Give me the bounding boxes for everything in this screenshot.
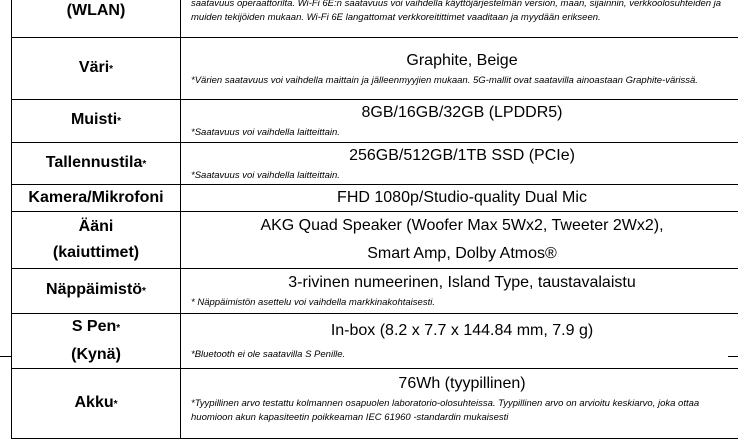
color-label-cell xyxy=(12,38,181,100)
camera-value-cell xyxy=(181,185,738,212)
battery-asterisk: * xyxy=(114,399,118,410)
camera-label-cell xyxy=(12,185,181,212)
keyboard-label: Näppäimistö xyxy=(46,281,142,298)
spen-value: In-box (8.2 x 7.7 x 144.84 mm, 7.9 g) xyxy=(191,320,733,342)
keyboard-label-cell xyxy=(12,269,181,314)
storage-label: Tallennustila xyxy=(46,154,143,171)
keyboard-value: 3-rivinen numeerinen, Island Type, taustavalaistu xyxy=(191,272,733,294)
memory-note: *Saatavuus voi vaihdella laitteittain. xyxy=(191,126,733,140)
memory-asterisk: * xyxy=(117,116,121,127)
wlan-note: saatavuus operaattorilta. Wi-Fi 6E:n saatavuus voi vaihdella käyttöjärjestelmän version, maan, sijainnin, verkkoolosuhteiden ja muiden tekijöiden mukaan. Wi-Fi 6E langattomat verkkoreitittimet vaaditaan ja myydään erikseen. xyxy=(191,0,733,25)
camera-value: FHD 1080p/Studio-quality Dual Mic xyxy=(191,187,733,209)
row-storage xyxy=(12,143,738,185)
wlan-label-cell xyxy=(12,0,181,38)
color-label: Väri xyxy=(79,59,109,76)
audio-label-cell xyxy=(12,212,181,269)
spen-label-line2: (Kynä) xyxy=(12,342,180,368)
row-camera xyxy=(12,185,738,212)
audio-value-line2: Smart Amp, Dolby Atmos® xyxy=(191,240,733,268)
spen-note: *Bluetooth ei ole saatavilla S Penille. xyxy=(191,348,733,362)
memory-label: Muisti xyxy=(71,111,117,128)
battery-label-cell xyxy=(12,369,181,439)
spen-label-line1: S Pen xyxy=(72,318,116,335)
wlan-label: (WLAN) xyxy=(67,2,126,19)
spen-label-cell xyxy=(12,314,181,369)
audio-value-line1: AKG Quad Speaker (Woofer Max 5Wx2, Tweeter 2Wx2), xyxy=(191,212,733,240)
spen-asterisk: * xyxy=(116,323,120,334)
keyboard-note: * Näppäimistön asettelu voi vaihdella markkinakohtaisesti. xyxy=(191,296,733,310)
row-battery xyxy=(12,369,738,439)
battery-label: Akku xyxy=(74,394,113,411)
storage-label-cell xyxy=(12,143,181,185)
storage-note: *Saatavuus voi vaihdella laitteittain. xyxy=(191,169,733,183)
camera-label: Kamera/Mikrofoni xyxy=(28,189,163,206)
row-spen xyxy=(12,314,738,369)
color-value: Graphite, Beige xyxy=(191,50,733,72)
audio-value-cell xyxy=(181,212,738,269)
row-keyboard xyxy=(12,269,738,314)
memory-value-cell xyxy=(181,100,738,143)
spec-table xyxy=(11,0,738,439)
row-audio xyxy=(12,212,738,269)
memory-value: 8GB/16GB/32GB (LPDDR5) xyxy=(191,102,733,124)
keyboard-value-cell xyxy=(181,269,738,314)
row-color xyxy=(12,38,738,100)
row-wlan xyxy=(12,0,738,38)
audio-label-line1: Ääni xyxy=(12,214,180,240)
battery-note: *Tyypillinen arvo testattu kolmannen osapuolen laboratorio-olosuhteissa. Tyypillinen arvo on arvioitu keskiarvo, joka ottaa huomioon akun kapasiteetin poikkeaman IEC 61960 -standardin mukaisesti xyxy=(191,397,733,425)
color-value-cell xyxy=(181,38,738,100)
storage-asterisk: * xyxy=(142,159,146,170)
color-asterisk: * xyxy=(109,64,113,75)
wlan-value-cell xyxy=(181,0,738,38)
keyboard-asterisk: * xyxy=(142,286,146,297)
spen-value-cell xyxy=(181,314,738,369)
row-memory xyxy=(12,100,738,143)
page-rule-left xyxy=(0,356,11,357)
storage-value: 256GB/512GB/1TB SSD (PCIe) xyxy=(191,145,733,167)
color-note: *Värien saatavuus voi vaihdella maittain ja jälleenmyyjien mukaan. 5G-mallit ovat saatavilla ainoastaan Graphite-värissä. xyxy=(191,74,733,88)
audio-label-line2: (kaiuttimet) xyxy=(12,240,180,266)
battery-value: 76Wh (tyypillinen) xyxy=(191,373,733,395)
storage-value-cell xyxy=(181,143,738,185)
memory-label-cell xyxy=(12,100,181,143)
battery-value-cell xyxy=(181,369,738,439)
